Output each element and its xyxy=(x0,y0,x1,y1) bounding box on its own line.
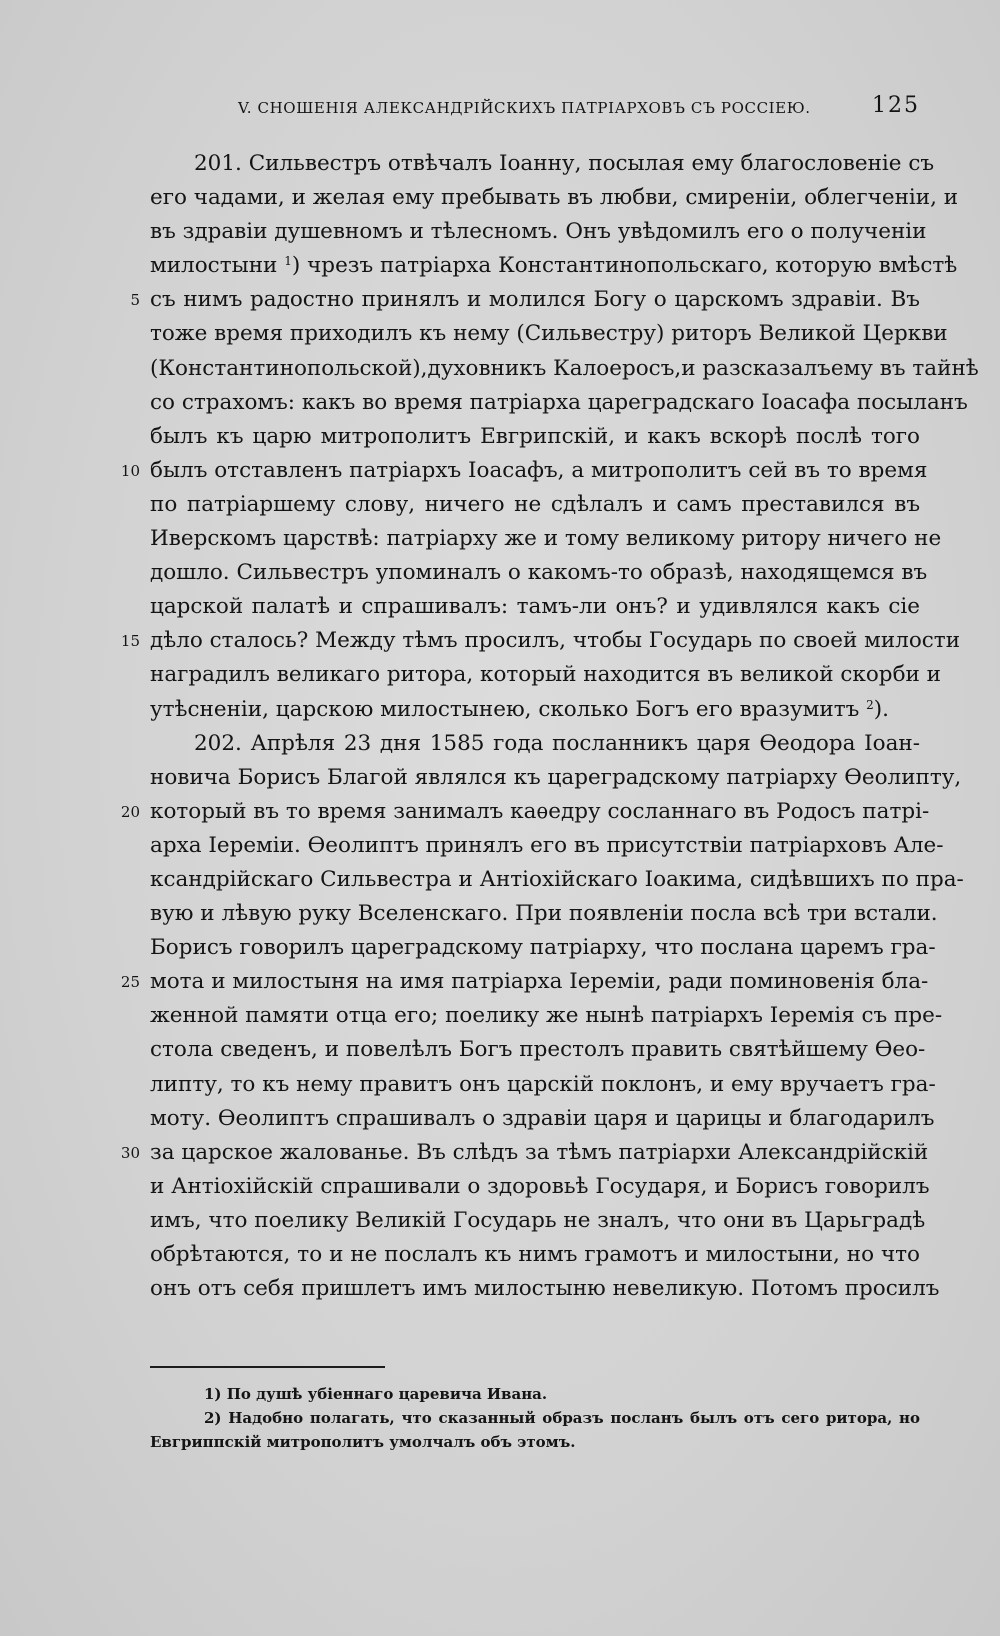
text-line: 20 который въ то время занималъ каѳедру сосланнаго въ Родосъ патрі- xyxy=(150,795,920,829)
text-line: наградилъ великаго ритора, который находится въ великой скорби и xyxy=(150,662,942,688)
text-line: обрѣтаются, то и не послалъ къ нимъ грамотъ и милостыни, но что xyxy=(150,1242,920,1267)
text-line: по патріаршему слову, ничего не сдѣлалъ и самъ преставился въ xyxy=(150,491,920,517)
text-line: моту. Ѳеолиптъ спрашивалъ о здравіи царя и царицы и благодарилъ xyxy=(150,1105,935,1131)
text-line: со страхомъ: какъ во время патріарха цареградскаго Іоасафа посыланъ xyxy=(150,389,968,415)
footnotes xyxy=(150,1382,920,1454)
line-number: 20 xyxy=(120,802,140,821)
text-line: 25 мота и милостыня на имя патріарха Іереміи, ради поминовенія бла- xyxy=(150,965,920,999)
text-line: онъ отъ себя пришлетъ имъ милостыню невеликую. Потомъ просилъ xyxy=(150,1276,940,1302)
text-line: новича Борисъ Благой являлся къ цареградскому патріарху Ѳеолипту, xyxy=(150,764,962,790)
text-line: 15 дѣло сталось? Между тѣмъ просилъ, чтобы Государь по своей милости xyxy=(150,624,920,658)
text-line: тоже время приходилъ къ нему (Сильвестру) риторъ Великой Церкви xyxy=(150,321,948,347)
text-line: 5 съ нимъ радостно принялъ и молился Богу о царскомъ здравіи. Въ xyxy=(150,283,920,317)
text-line: имъ, что поелику Великій Государь не зналъ, что они въ Царьградѣ xyxy=(150,1207,926,1233)
text-line: (Константинопольской),духовникъ Калоеросъ,и разсказалъему въ тайнѣ xyxy=(150,355,979,381)
text-line: Иверскомъ царствѣ: патріарху же и тому великому ритору ничего не xyxy=(150,526,942,552)
line-number: 30 xyxy=(120,1143,140,1162)
footnote: 2) Надобно полагать, что сказанный образъ посланъ былъ отъ сего ритора, но xyxy=(204,1409,920,1427)
text-line: царской палатѣ и спрашивалъ: тамъ-ли онъ? и удивлялся какъ сіе xyxy=(150,594,920,620)
text-line: утѣсненіи, царскою милостынею, сколько Богъ его вразумитъ $^2$). xyxy=(150,696,890,722)
footnote-ref: 1 xyxy=(284,254,292,269)
text-line: женной памяти отца его; поелику же нынѣ патріархъ Іеремія съ пре- xyxy=(150,1003,943,1029)
main-text xyxy=(120,147,979,1306)
text-line: милостыни $^1$) чрезъ патріарха Константинопольскаго, которую вмѣстѣ xyxy=(150,253,958,279)
text-line: Борисъ говорилъ цареградскому патріарху, что послана царемъ гра- xyxy=(150,935,936,961)
text-line: 10 былъ отставленъ патріархъ Іоасафъ, а митрополитъ сей въ то время xyxy=(150,454,920,488)
text-line: 30 за царское жалованье. Въ слѣдъ за тѣмъ патріархи Александрійскій xyxy=(150,1136,920,1170)
footnote: 1) По душѣ убіеннаго царевича Ивана. xyxy=(204,1385,548,1403)
text-line: 201. Сильвестръ отвѣчалъ Іоанну, посылая ему благословеніе съ xyxy=(194,151,935,176)
text-line: ксандрійскаго Сильвестра и Антіохійскаго Іоакима, сидѣвшихъ по пра- xyxy=(150,866,964,892)
text-line: липту, то къ нему правитъ онъ царскій поклонъ, и ему вручаетъ гра- xyxy=(150,1071,936,1097)
text-line: и Антіохійскій спрашивали о здоровьѣ Государя, и Борисъ говорилъ xyxy=(150,1173,930,1199)
running-header xyxy=(150,93,920,125)
text-line: былъ къ царю митрополитъ Евгрипскій, и какъ вскорѣ послѣ того xyxy=(150,423,920,449)
footnote: Евгриппскій митрополитъ умолчалъ объ этомъ. xyxy=(150,1433,576,1451)
footnote-ref: 2 xyxy=(866,697,874,712)
text-line: въ здравіи душевномъ и тѣлесномъ. Онъ увѣдомилъ его о полученіи xyxy=(150,219,927,245)
text-line: его чадами, и желая ему пребывать въ любви, смиреніи, облегченіи, и xyxy=(150,185,959,211)
line-number: 15 xyxy=(120,632,140,651)
running-title: V. СНОШЕНІЯ АЛЕКСАНДРІЙСКИХЪ ПАТРІАРХОВЪ СЪ РОССІЕЮ. xyxy=(238,99,811,117)
page-number: 125 xyxy=(872,93,920,118)
footnote-divider xyxy=(150,1366,385,1368)
line-number: 5 xyxy=(130,291,140,310)
text-line: стола сведенъ, и повелѣлъ Богъ престолъ править святѣйшему Ѳео- xyxy=(150,1037,926,1063)
text-line: дошло. Сильвестръ упоминалъ о какомъ-то образѣ, находящемся въ xyxy=(150,560,928,586)
text-line: вую и лѣвую руку Вселенскаго. При появленіи посла всѣ три встали. xyxy=(150,901,938,927)
line-number: 25 xyxy=(120,973,140,992)
line-number: 10 xyxy=(120,461,140,480)
text-line: арха Іереміи. Ѳеолиптъ принялъ его въ присутствіи патріарховъ Але- xyxy=(150,832,944,858)
text-line: 202. Апрѣля 23 дня 1585 года посланникъ царя Ѳеодора Іоан- xyxy=(194,730,920,756)
